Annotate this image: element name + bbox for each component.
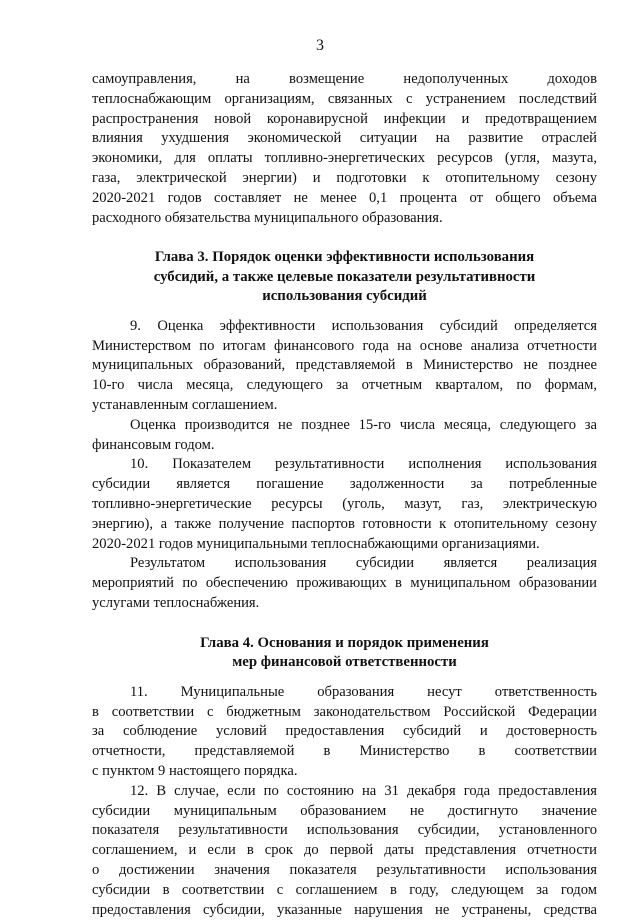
text-line: 12. В случае, если по состоянию на 31 декабря года предоставления bbox=[130, 782, 597, 799]
text-line: в соответствии с бюджетным законодательством Российской Федерации bbox=[92, 703, 597, 720]
text-line: 2020-2021 годов муниципальными теплоснабжающими организациями. bbox=[92, 535, 540, 552]
text-line: с пунктом 9 настоящего порядка. bbox=[92, 763, 298, 780]
text-line: услугами теплоснабжения. bbox=[92, 595, 260, 612]
paragraph-10-result bbox=[92, 554, 597, 613]
text-line: субсидии является погашение задолженности за потребленные bbox=[92, 476, 597, 493]
text-line: самоуправления, на возмещение недополученных доходов bbox=[92, 71, 597, 87]
text-line: 9. Оценка эффективности использования субсидий определяется bbox=[130, 317, 597, 334]
text-line: газа, электрической энергии) и подготовки к отопительному сезону bbox=[92, 169, 597, 186]
intro-paragraph bbox=[92, 70, 597, 228]
text-line: 10-го числа месяца, следующего за отчетным кварталом, по формам, bbox=[92, 377, 597, 394]
chapter-4-heading bbox=[92, 634, 597, 673]
text-line: 2020-2021 годов составляет не менее 0,1 процента от общего объема bbox=[92, 189, 597, 206]
heading-line: мер финансовой ответственности bbox=[232, 654, 457, 671]
text-line: энергию), а также получение паспортов готовности к отопительному сезону bbox=[92, 515, 597, 532]
text-line: Министерством по итогам финансового года на основе анализа отчетности bbox=[92, 337, 597, 354]
text-line: соглашением, и если в срок до первой даты представления отчетности bbox=[92, 842, 597, 859]
text-line: экономики, для оплаты топливно-энергетических ресурсов (угля, мазута, bbox=[92, 150, 597, 167]
text-line: 11. Муниципальные образования несут ответственность bbox=[130, 683, 597, 700]
text-line: субсидии муниципальным образованием не достигнуто значение bbox=[92, 802, 597, 819]
page-number: 3 bbox=[316, 37, 324, 54]
text-line: Оценка производится не позднее 15-го числа месяца, следующего за bbox=[130, 416, 597, 433]
heading-line: использования субсидий bbox=[262, 288, 427, 305]
paragraph-9-evaluation bbox=[92, 416, 597, 456]
heading-line: субсидий, а также целевые показатели результативности bbox=[153, 268, 536, 285]
text-line: расходного обязательства муниципального образования. bbox=[92, 209, 443, 226]
text-line: теплоснабжающим организациям, связанных с устранением последствий bbox=[92, 90, 597, 107]
paragraph-11 bbox=[92, 683, 597, 782]
text-line: за соблюдение условий предоставления субсидий и достоверность bbox=[92, 723, 597, 740]
document-body bbox=[92, 70, 597, 920]
paragraph-12 bbox=[92, 782, 597, 920]
text-line: субсидии в соответствии с соглашением в году, следующем за годом bbox=[92, 881, 597, 898]
text-line: предоставления субсидии, указанные нарушения не устранены, средства bbox=[92, 901, 597, 918]
text-line: 10. Показателем результативности исполнения использования bbox=[130, 456, 597, 473]
text-line: Результатом использования субсидии является реализация bbox=[130, 555, 597, 572]
text-line: топливно-энергетические ресурсы (уголь, мазут, газ, электрическую bbox=[92, 496, 597, 513]
text-line: показателя результативности использования субсидии, установленного bbox=[92, 822, 597, 839]
text-line: муниципальных образований, представляемой в Министерство не позднее bbox=[92, 357, 597, 374]
text-line: мероприятий по обеспечению проживающих в муниципальном образовании bbox=[92, 575, 597, 592]
chapter-3-heading bbox=[92, 248, 597, 307]
text-line: влияния ухудшения экономической ситуации на развитие отраслей bbox=[92, 130, 597, 147]
heading-line: Глава 4. Основания и порядок применения bbox=[200, 634, 489, 651]
paragraph-9 bbox=[92, 317, 597, 416]
text-line: финансовым годом. bbox=[92, 436, 215, 453]
text-line: о достижении значения показателя результативности использования bbox=[92, 862, 597, 878]
text-line: распространения новой коронавирусной инфекции и предотвращением bbox=[92, 110, 597, 127]
heading-line: Глава 3. Порядок оценки эффективности использования bbox=[154, 249, 535, 266]
text-line: устанавленным соглашением. bbox=[92, 397, 278, 414]
text-line: отчетности, представляемой в Министерство в соответствии bbox=[92, 743, 597, 760]
paragraph-10 bbox=[92, 455, 597, 554]
